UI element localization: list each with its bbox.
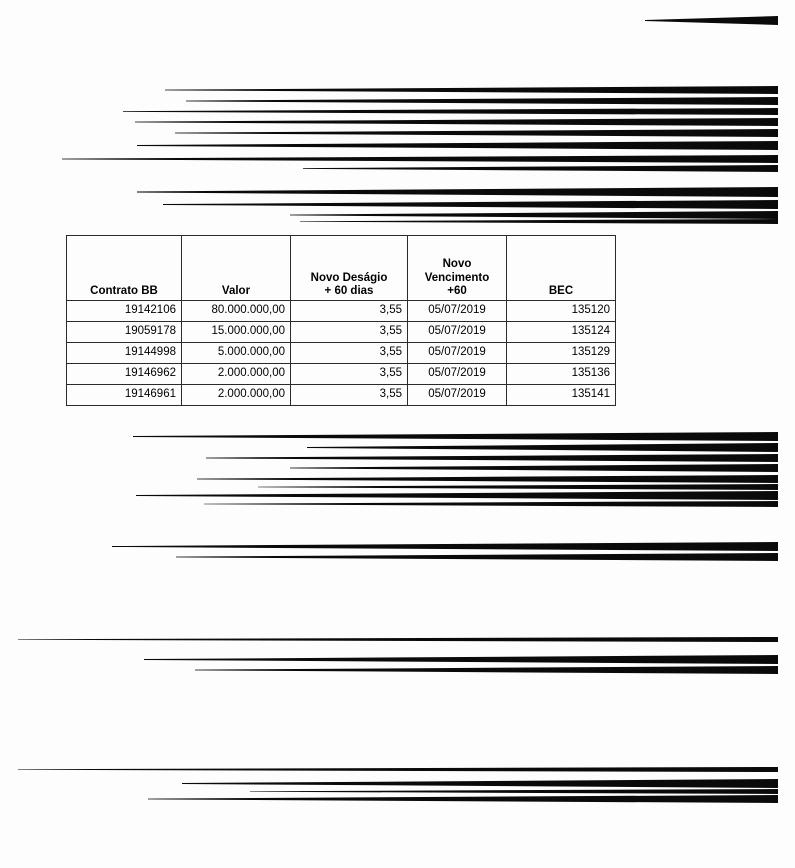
cell-valor: 80.000.000,00 (182, 301, 291, 322)
cell-contrato: 19146962 (67, 364, 182, 385)
column-header-desagio: Novo Deságio + 60 dias (291, 236, 408, 301)
cell-desagio: 3,55 (291, 385, 408, 406)
cell-bec: 135136 (507, 364, 616, 385)
table-row (67, 322, 616, 343)
cell-vencimento: 05/07/2019 (408, 322, 507, 343)
column-header-bec: BEC (507, 236, 616, 301)
cell-vencimento: 05/07/2019 (408, 385, 507, 406)
table-row (67, 385, 616, 406)
cell-vencimento: 05/07/2019 (408, 343, 507, 364)
cell-vencimento: 05/07/2019 (408, 301, 507, 322)
cell-desagio: 3,55 (291, 343, 408, 364)
table-row (67, 301, 616, 322)
cell-valor: 2.000.000,00 (182, 385, 291, 406)
cell-valor: 2.000.000,00 (182, 364, 291, 385)
cell-bec: 135129 (507, 343, 616, 364)
table-row (67, 343, 616, 364)
cell-contrato: 19142106 (67, 301, 182, 322)
contracts-table (66, 235, 616, 406)
cell-desagio: 3,55 (291, 301, 408, 322)
cell-valor: 15.000.000,00 (182, 322, 291, 343)
cell-contrato: 19059178 (67, 322, 182, 343)
column-header-contrato: Contrato BB (67, 236, 182, 301)
table-body (67, 301, 616, 406)
table-row (67, 364, 616, 385)
cell-contrato: 19146961 (67, 385, 182, 406)
table-header-row (67, 236, 616, 301)
cell-bec: 135124 (507, 322, 616, 343)
contracts-table-container (66, 235, 616, 406)
cell-desagio: 3,55 (291, 364, 408, 385)
cell-vencimento: 05/07/2019 (408, 364, 507, 385)
column-header-vencimento: Novo Vencimento +60 (408, 236, 507, 301)
table-header (67, 236, 616, 301)
cell-bec: 135120 (507, 301, 616, 322)
cell-valor: 5.000.000,00 (182, 343, 291, 364)
column-header-valor: Valor (182, 236, 291, 301)
cell-bec: 135141 (507, 385, 616, 406)
cell-contrato: 19144998 (67, 343, 182, 364)
cell-desagio: 3,55 (291, 322, 408, 343)
